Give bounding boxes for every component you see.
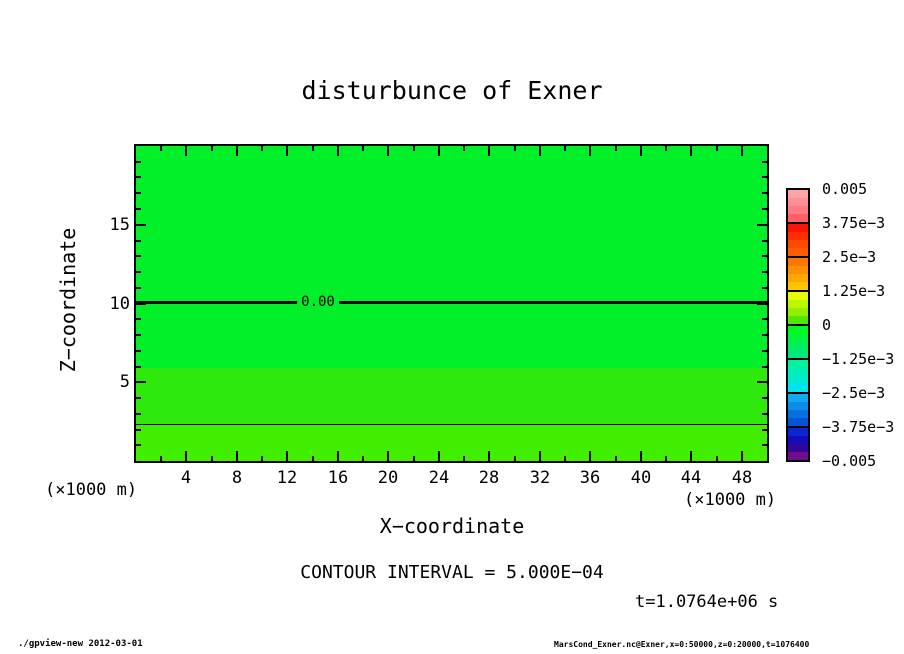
y-tick-label: 5 [119,372,130,392]
x-tick [640,451,642,461]
colorbar-tick-label: −3.75e−3 [822,418,895,436]
x-tick-label: 40 [630,468,652,488]
x-tick [312,456,314,461]
y-tick [762,287,767,289]
x-tick-label: 4 [180,468,192,488]
fill-band [136,425,767,461]
colorbar-step [788,248,808,256]
colorbar-step [788,316,808,324]
colorbar-step [788,308,808,316]
colorbar-segment [786,358,810,394]
y-tick [136,429,141,431]
y-tick [136,192,141,194]
x-tick [615,146,617,151]
x-tick [413,456,415,461]
y-tick [762,255,767,257]
x-tick [286,146,288,156]
y-tick [757,303,767,305]
y-tick-label: 15 [109,215,130,235]
x-tick [185,146,187,156]
colorbar-step [788,198,808,206]
x-tick [413,146,415,151]
colorbar-segment [786,290,810,326]
colorbar-step [788,452,808,460]
footer-left-text: ./gpview-new 2012-03-01 [18,639,143,649]
x-tick [488,146,490,156]
x-axis-title: X−coordinate [379,514,525,538]
colorbar-tick-label: 3.75e−3 [822,214,886,232]
x-tick [741,146,743,156]
colorbar-segment [786,392,810,428]
colorbar-step [788,282,808,290]
colorbar-step [788,402,808,410]
y-tick [136,413,141,415]
colorbar-segment [786,426,810,462]
y-tick [762,208,767,210]
y-tick [762,444,767,446]
colorbar-step [788,274,808,282]
y-tick [136,318,141,320]
x-tick [236,146,238,156]
x-tick [665,456,667,461]
y-tick [757,224,767,226]
chart-title: disturbunce of Exner [301,76,603,105]
x-tick [312,146,314,151]
x-tick [286,451,288,461]
x-tick [387,146,389,156]
x-tick [160,146,162,151]
y-tick [762,413,767,415]
colorbar-step [788,350,808,358]
x-tick-label: 24 [428,468,450,488]
colorbar-step [788,360,808,368]
y-tick [136,366,141,368]
x-tick [261,146,263,151]
x-tick [438,146,440,156]
colorbar-step [788,326,808,334]
x-tick [514,146,516,151]
y-tick [136,255,141,257]
y-tick [762,318,767,320]
x-tick-label: 12 [276,468,298,488]
contour-interval-text: CONTOUR INTERVAL = 5.000E−04 [300,562,604,583]
fill-band [136,146,767,368]
x-tick [211,146,213,151]
x-tick [539,146,541,156]
x-tick [387,451,389,461]
x-tick-label: 28 [478,468,500,488]
x-tick [564,456,566,461]
x-tick [665,146,667,151]
x-tick [564,146,566,151]
x-tick-label: 36 [579,468,601,488]
x-tick [362,456,364,461]
x-tick [640,146,642,156]
x-tick [463,456,465,461]
colorbar-step [788,394,808,402]
y-tick [762,350,767,352]
y-tick [762,240,767,242]
y-tick [136,176,141,178]
x-tick [362,146,364,151]
time-label: t=1.0764e+06 s [635,592,779,612]
x-tick-label: 48 [731,468,753,488]
colorbar-tick-label: −0.005 [822,452,877,470]
colorbar-step [788,376,808,384]
colorbar-step [788,384,808,392]
x-tick [185,451,187,461]
y-tick [136,240,141,242]
x-tick [690,451,692,461]
colorbar-step [788,292,808,300]
x-tick [741,451,743,461]
colorbar-step [788,240,808,248]
colorbar-step [788,214,808,222]
y-tick [136,397,141,399]
x-tick [160,456,162,461]
colorbar-step [788,190,808,198]
colorbar-step [788,258,808,266]
y-axis-unit-label: (×1000 m) [45,480,138,500]
colorbar-step [788,334,808,342]
colorbar-tick-label: 0 [822,316,832,334]
colorbar-segment [786,324,810,360]
plot-area [134,144,769,463]
colorbar-tick-label: 0.005 [822,180,868,198]
colorbar-segment [786,256,810,292]
x-tick [236,451,238,461]
footer-right-text: MarsCond_Exner.nc@Exner,x=0:50000,z=0:20000,t=1076400 [554,640,810,649]
x-tick [438,451,440,461]
y-tick [136,303,146,305]
x-tick [488,451,490,461]
x-tick-label: 32 [529,468,551,488]
colorbar-segment [786,188,810,224]
contour-line [136,301,767,304]
x-tick [261,456,263,461]
colorbar-tick-label: 1.25e−3 [822,282,886,300]
contour-line [136,424,767,425]
x-tick [615,456,617,461]
x-tick [514,456,516,461]
y-tick [762,176,767,178]
colorbar-segment [786,222,810,258]
colorbar-tick-label: −2.5e−3 [822,384,886,402]
x-tick [337,451,339,461]
x-tick [716,456,718,461]
colorbar-step [788,300,808,308]
y-tick [136,208,141,210]
y-tick [136,381,146,383]
colorbar-tick-label: −1.25e−3 [822,350,895,368]
colorbar-step [788,206,808,214]
x-tick-label: 20 [377,468,399,488]
contour-line-label: 0.00 [297,294,339,310]
y-tick [136,224,146,226]
y-tick [762,192,767,194]
y-tick [136,287,141,289]
y-tick [757,381,767,383]
x-tick-label: 8 [231,468,243,488]
x-tick [463,146,465,151]
x-tick [716,146,718,151]
colorbar-step [788,436,808,444]
x-tick [211,456,213,461]
fill-band [136,368,767,425]
y-tick [136,271,141,273]
y-tick [762,334,767,336]
colorbar [786,188,810,462]
colorbar-step [788,232,808,240]
y-tick [136,161,141,163]
x-tick-label: 44 [680,468,702,488]
x-axis-unit-label: (×1000 m) [684,490,777,510]
y-tick [136,334,141,336]
x-tick [589,146,591,156]
x-tick [337,146,339,156]
colorbar-step [788,428,808,436]
y-tick [762,366,767,368]
x-tick-label: 16 [327,468,349,488]
colorbar-tick-label: 2.5e−3 [822,248,877,266]
y-axis-title: Z−coordinate [56,227,80,373]
y-tick [762,429,767,431]
x-tick [690,146,692,156]
colorbar-step [788,418,808,426]
y-tick [762,161,767,163]
y-tick-label: 10 [109,294,130,314]
colorbar-step [788,266,808,274]
y-tick [136,444,141,446]
colorbar-step [788,444,808,452]
colorbar-step [788,368,808,376]
colorbar-step [788,224,808,232]
x-tick [589,451,591,461]
y-tick [136,350,141,352]
colorbar-step [788,410,808,418]
y-tick [762,271,767,273]
x-tick [539,451,541,461]
y-tick [762,397,767,399]
colorbar-step [788,342,808,350]
